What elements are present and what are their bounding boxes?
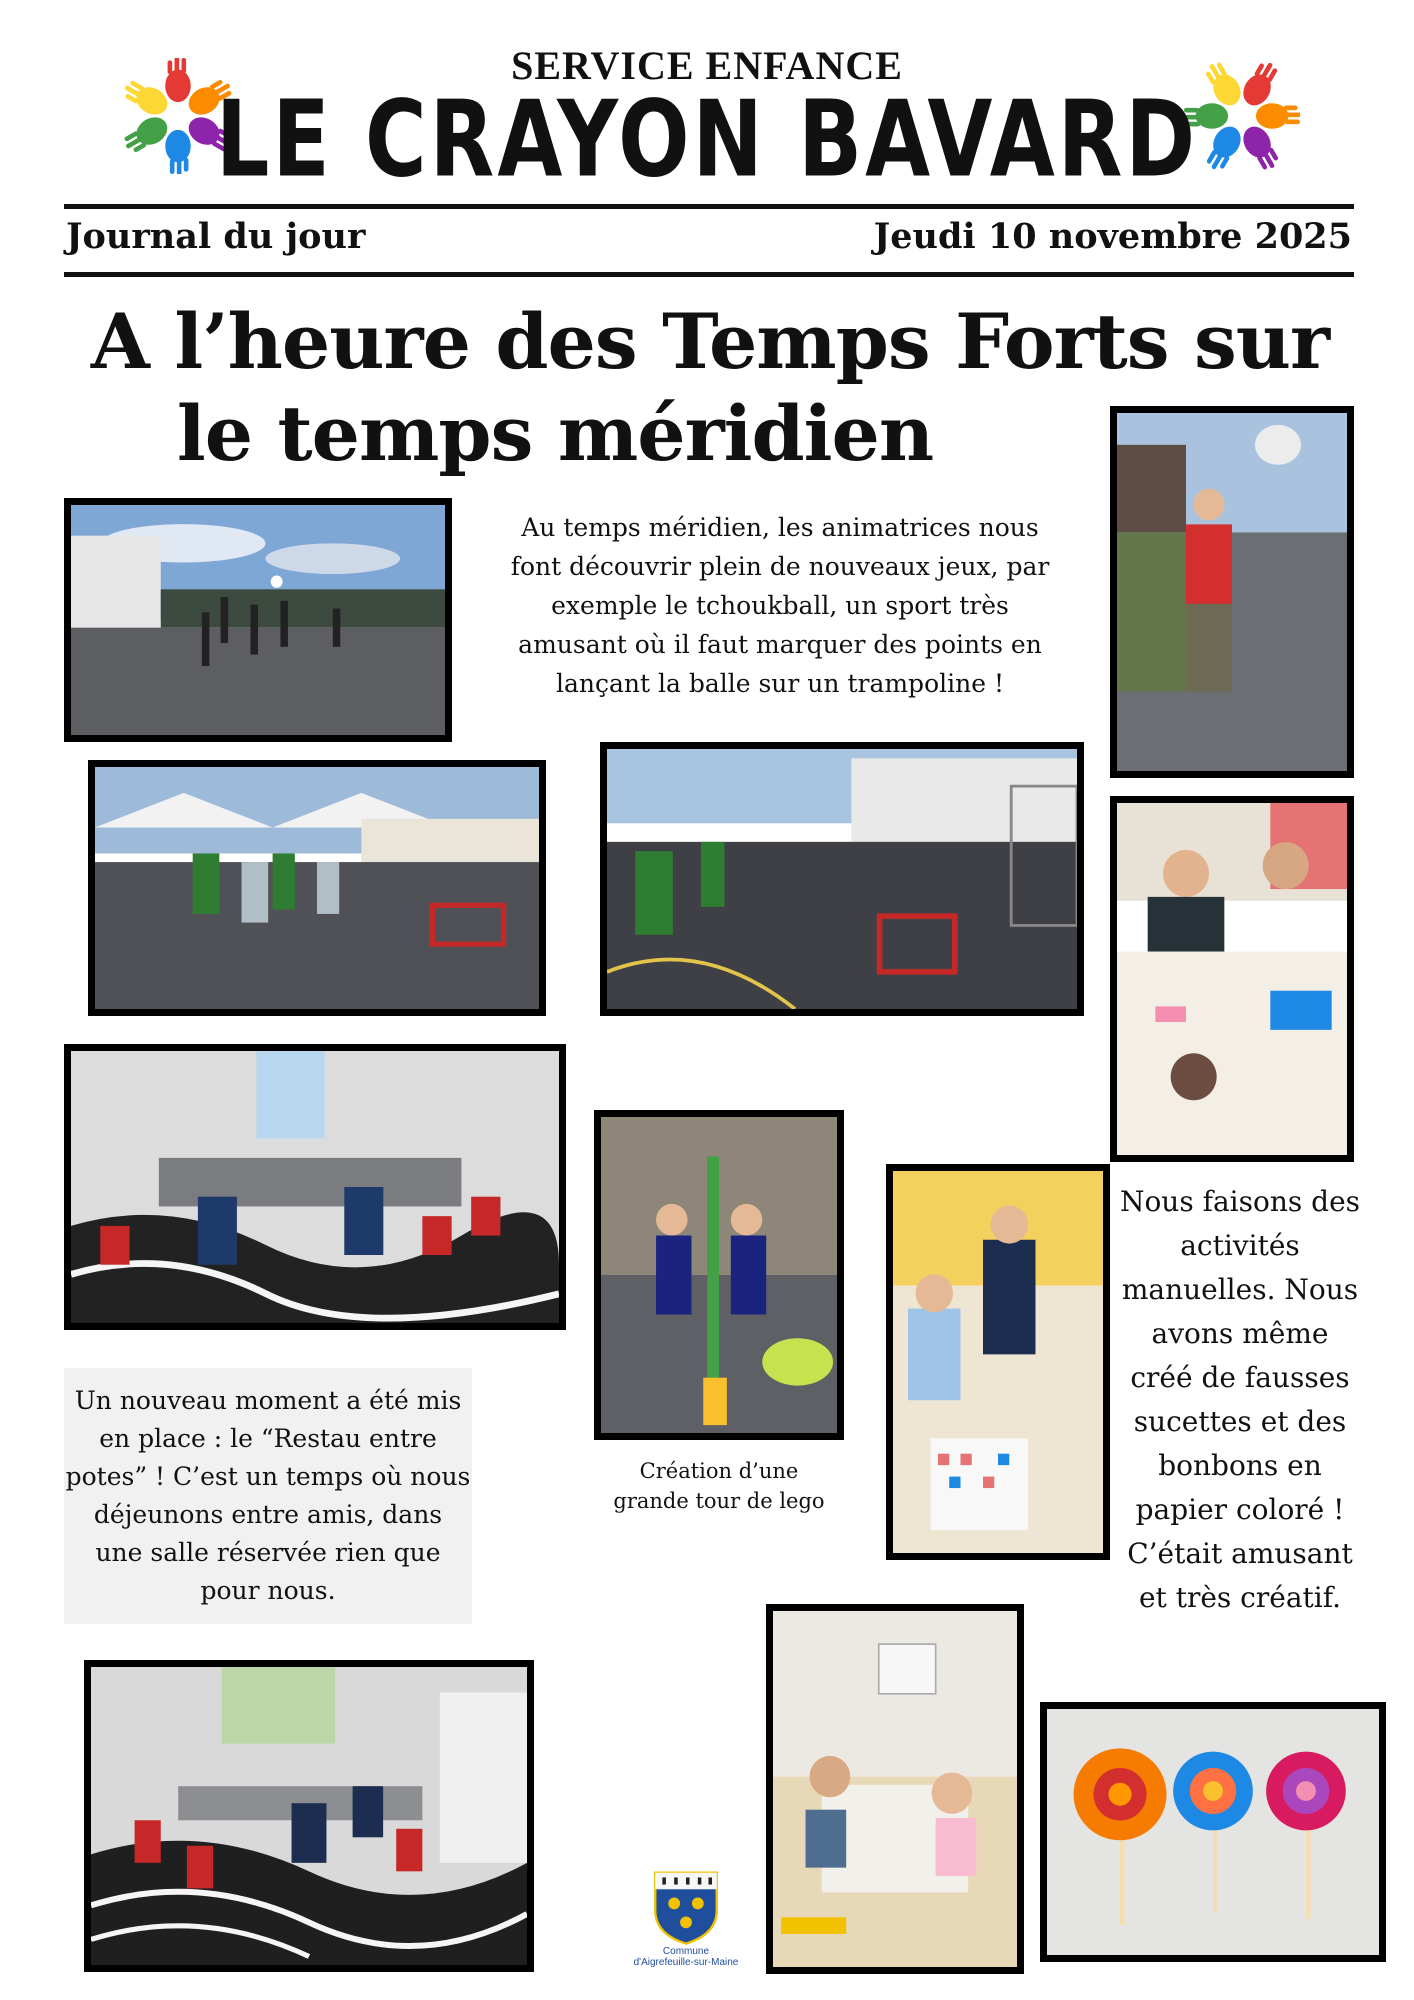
text-line: avons même <box>1151 1317 1329 1350</box>
photo-craft-table <box>1110 796 1354 1162</box>
issue-date: Jeudi 10 novembre 2025 <box>873 216 1352 257</box>
text-line: lançant la balle sur un trampoline ! <box>555 669 1004 698</box>
text-line: papier coloré ! <box>1135 1493 1345 1526</box>
text-line: pour nous. <box>200 1576 336 1605</box>
text-line: amusant où il faut marquer des points en <box>518 630 1042 659</box>
bottom-rule <box>64 272 1354 277</box>
lego-caption <box>588 1456 850 1516</box>
commune-blazon-icon <box>650 1868 722 1946</box>
headline-line: le temps méridien <box>176 389 934 478</box>
photo-restau-room <box>84 1660 534 1972</box>
text-line: créé de fausses <box>1130 1361 1350 1394</box>
photo-boy-ball <box>1110 406 1354 778</box>
commune-line: d'Aigrefeuille-sur-Maine <box>633 1957 739 1968</box>
restau-textbox <box>64 1368 472 1624</box>
intro-paragraph <box>480 508 1080 703</box>
text-line: C’était amusant <box>1127 1537 1353 1570</box>
photo-paper-lollipops <box>1040 1702 1386 1962</box>
text-line: Nous faisons des <box>1119 1185 1361 1218</box>
text-line: et très créatif. <box>1138 1581 1341 1614</box>
photo-tchoukball-left <box>88 760 546 1016</box>
text-line: bonbons en <box>1158 1449 1322 1482</box>
text-line: font découvrir plein de nouveaux jeux, par <box>510 552 1050 581</box>
photo-court-game <box>64 498 452 742</box>
caption-line: Création d’une <box>639 1459 799 1483</box>
commune-line: Commune <box>662 1946 710 1957</box>
text-line: manuelles. Nous <box>1121 1273 1359 1306</box>
crafts-paragraph <box>1116 1180 1364 1620</box>
photo-crafts-group <box>886 1164 1110 1560</box>
photo-lego-tower <box>594 1110 844 1440</box>
text-line: potes” ! C’est un temps où nous <box>65 1462 471 1491</box>
top-rule <box>64 204 1354 209</box>
text-line: Au temps méridien, les animatrices nous <box>521 513 1039 542</box>
photo-tchoukball-right <box>600 742 1084 1016</box>
headline-line: A l’heure des Temps Forts sur <box>90 297 1330 386</box>
caption-line: grande tour de lego <box>613 1489 825 1513</box>
text-line: une salle réservée rien que <box>95 1538 441 1567</box>
text-line: en place : le “Restau entre <box>99 1424 437 1453</box>
masthead-title: LE CRAYON BAVARD <box>215 78 1199 201</box>
service-title: SERVICE ENFANCE <box>511 43 903 88</box>
text-line: sucettes et des <box>1133 1405 1347 1438</box>
photo-restau-table <box>64 1044 566 1330</box>
text-line: activités <box>1180 1229 1300 1262</box>
photo-classroom-crafts <box>766 1604 1024 1974</box>
text-line: déjeunons entre amis, dans <box>93 1500 443 1529</box>
commune-logo-text <box>586 1946 786 1968</box>
journal-label: Journal du jour <box>66 216 366 257</box>
text-line: exemple le tchoukball, un sport très <box>551 591 1009 620</box>
text-line: Un nouveau moment a été mis <box>74 1386 462 1415</box>
